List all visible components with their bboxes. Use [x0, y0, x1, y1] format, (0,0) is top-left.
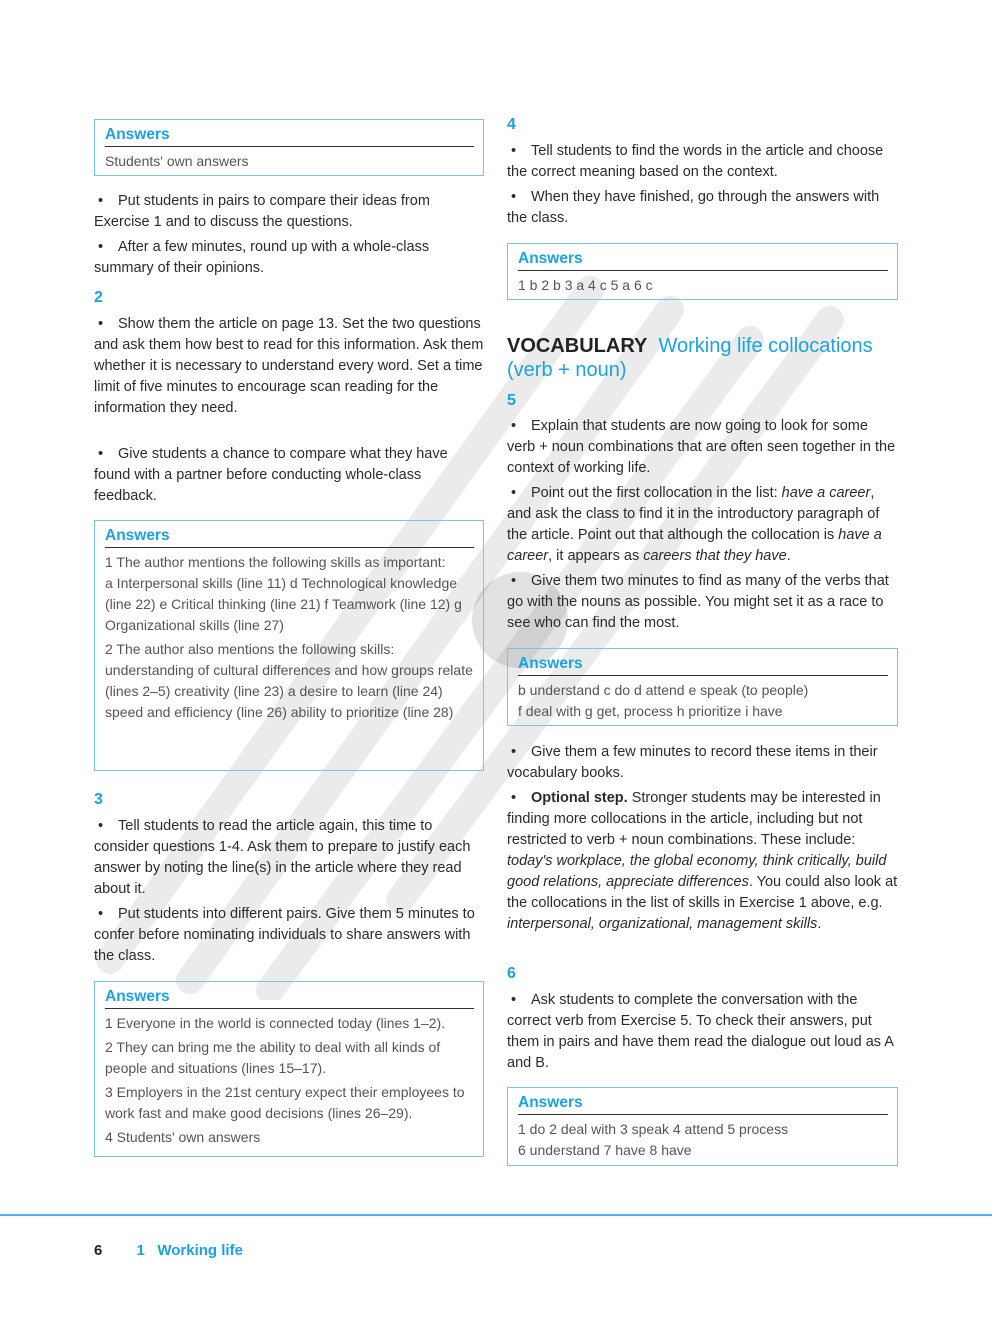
- exercise-number-6: 6: [507, 965, 516, 982]
- answer-item: 2 They can bring me the ability to deal with all kinds of people and situations (lines 15–17).: [105, 1039, 441, 1076]
- answers-title: Answers: [518, 1092, 888, 1115]
- bullet-record-items: • Give them a few minutes to record these items in their vocabulary books.: [507, 744, 878, 781]
- bullet-compare-ideas: • Put students in pairs to compare their ideas from Exercise 1 and to discuss the questions.: [94, 193, 430, 230]
- exercise-number-5: 5: [507, 392, 516, 409]
- bullet-compare-partner: • Give students a chance to compare what they have found with a partner before conducting whole-class feedback.: [94, 446, 448, 504]
- answers-body: Students' own answers: [105, 153, 249, 169]
- answers-box-ex2: [94, 520, 484, 771]
- answers-title: Answers: [105, 986, 474, 1009]
- exercise-number-3: 3: [94, 791, 103, 808]
- answers-title: Answers: [105, 124, 474, 147]
- vocabulary-heading: [507, 334, 898, 382]
- exercise-number-4: 4: [507, 116, 516, 133]
- footer: [94, 1241, 243, 1261]
- answers-box-ex5: [507, 648, 898, 726]
- answers-title: Answers: [518, 248, 888, 271]
- bullet-show-article: • Show them the article on page 13. Set the two questions and ask them how best to read for this information. Ask them whether it is necessary to understand every word. Set a time limit of five minutes to encourage scan reading for the information they need.: [94, 316, 484, 416]
- answer-item: 3 Employers in the 21st century expect their employees to work fast and make good decisions (lines 26–29).: [105, 1084, 465, 1121]
- answer-item: a Interpersonal skills (line 11) d Technological knowledge (line 22) e Critical thinking (line 21) f Teamwork (line 12) g Organizational skills (line 27): [105, 575, 462, 633]
- answer-item: 1 Everyone in the world is connected today (lines 1–2).: [105, 1015, 446, 1031]
- answer-line: 1 do 2 deal with 3 speak 4 attend 5 process: [518, 1121, 789, 1137]
- answers-title: Answers: [105, 525, 474, 548]
- exercise-number-2: 2: [94, 289, 103, 306]
- answers-box-ex3: [94, 981, 484, 1157]
- bullet-two-minutes: • Give them two minutes to find as many of the verbs that go with the nouns as possible. You might set it as a race to see who can find the most.: [507, 573, 889, 631]
- answer-item: 4 Students' own answers: [105, 1129, 261, 1145]
- page-number: 6: [94, 1242, 103, 1259]
- answer-item: 2 The author also mentions the following skills: understanding of cultural differences and how groups relate (lines 2–5) creativity (line 23) a desire to learn (line 24) speed and efficiency (line 26) ability to prioritize (line 28): [105, 641, 473, 720]
- answer-line: b understand c do d attend e speak (to people): [518, 682, 809, 698]
- answers-body: 1 b 2 b 3 a 4 c 5 a 6 c: [518, 277, 653, 293]
- answers-box-ex4: [507, 243, 898, 300]
- bullet-optional-step: • Optional step. Stronger students may be interested in finding more collocations in the article, including but not restricted to verb + noun combinations. These include: today's workplace, the global economy, think critically, build good relations, appreciate differences. You could also look at the collocations in the list of skills in Exercise 1 above, e.g. interpersonal, organizational, management skills.: [507, 790, 898, 932]
- answer-line: 6 understand 7 have 8 have: [518, 1142, 692, 1158]
- answers-title: Answers: [518, 653, 888, 676]
- answers-box-ex1: [94, 119, 484, 176]
- bullet-find-words: • Tell students to find the words in the article and choose the correct meaning based on the context.: [507, 143, 884, 180]
- answers-box-ex6: [507, 1087, 898, 1166]
- footer-divider: [0, 1214, 992, 1216]
- answer-item: 1 The author mentions the following skills as important:: [105, 554, 446, 570]
- answer-line: f deal with g get, process h prioritize i have: [518, 703, 783, 719]
- vocabulary-label: VOCABULARY: [507, 335, 648, 357]
- bullet-go-through: • When they have finished, go through the answers with the class.: [507, 189, 880, 226]
- bullet-first-collocation: • Point out the first collocation in the list: have a career, and ask the class to find it in the introductory paragraph of the article. Point out that although the collocation is have a career, it appears as careers that they have.: [507, 485, 882, 564]
- vocabulary-subtitle: Working life collocations (verb + noun): [507, 335, 873, 381]
- bullet-different-pairs: • Put students into different pairs. Give them 5 minutes to confer before nominating individuals to share answers with the class.: [94, 906, 475, 964]
- bullet-read-again: • Tell students to read the article again, this time to consider questions 1-4. Ask them to prepare to justify each answer by noting the line(s) in the article where they read about it.: [94, 818, 471, 897]
- bullet-complete-conversation: • Ask students to complete the conversation with the correct verb from Exercise 5. To check their answers, put them in pairs and have them read the dialogue out loud as A and B.: [507, 992, 894, 1071]
- bullet-round-up: • After a few minutes, round up with a whole-class summary of their opinions.: [94, 239, 430, 276]
- chapter-title: 1 Working life: [136, 1242, 243, 1259]
- bullet-explain-verb-noun: • Explain that students are now going to look for some verb + noun combinations that are often seen together in the context of working life.: [507, 418, 896, 476]
